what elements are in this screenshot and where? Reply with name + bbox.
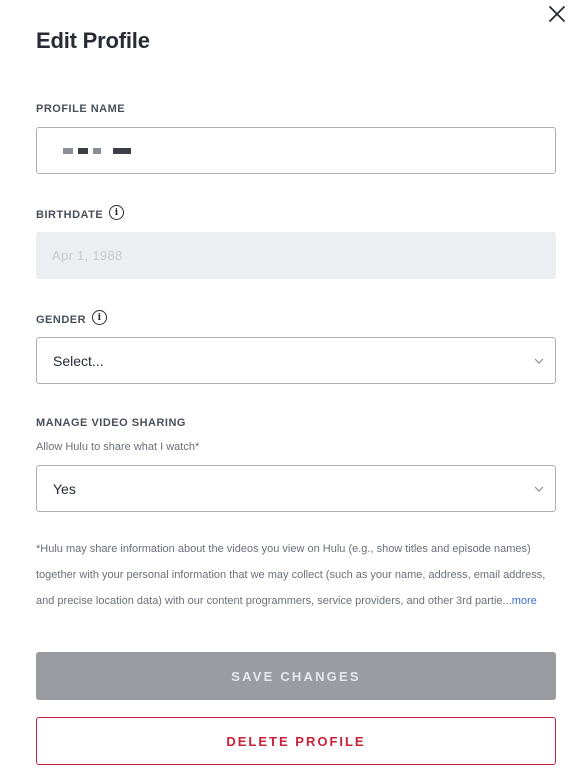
save-changes-label: SAVE CHANGES [231, 668, 361, 684]
gender-info-icon[interactable]: i [92, 310, 107, 325]
birthdate-label-text: BIRTHDATE [36, 208, 104, 221]
birthdate-label [36, 207, 124, 222]
profile-name-label [36, 103, 125, 115]
gender-label-text: GENDER [36, 313, 87, 326]
mask-segment [78, 148, 88, 154]
masked-name-value [37, 148, 136, 154]
chevron-down-icon [533, 355, 545, 367]
gender-selected-value: Select... [53, 352, 104, 369]
delete-profile-button[interactable] [36, 717, 556, 765]
close-icon [545, 2, 569, 26]
video-sharing-selected-value: Yes [53, 480, 76, 497]
video-sharing-label-text: MANAGE VIDEO SHARING [36, 417, 186, 429]
disclaimer-more-link[interactable]: more [511, 595, 537, 607]
birthdate-info-icon[interactable]: i [109, 205, 124, 220]
gender-label [36, 312, 107, 327]
gender-select[interactable] [36, 337, 556, 384]
profile-name-input[interactable] [36, 127, 556, 174]
birthdate-value: Apr 1, 1988 [52, 248, 123, 263]
profile-name-label-text: PROFILE NAME [36, 103, 126, 115]
delete-profile-label: DELETE PROFILE [226, 733, 366, 749]
birthdate-field [36, 232, 556, 279]
mask-segment [113, 148, 131, 154]
disclaimer-text: *Hulu may share information about the videos you view on Hulu (e.g., show titles and episode names) together with your personal information that we may collect (such as your name, address, email address, and precise location data) with our content programmers, service providers, and other 3rd partie... [36, 543, 546, 607]
mask-segment [63, 148, 73, 154]
dialog-title: Edit Profile [36, 28, 150, 53]
video-sharing-label [36, 417, 186, 429]
close-button[interactable] [545, 2, 569, 26]
sharing-disclaimer [36, 536, 558, 614]
video-sharing-select[interactable] [36, 465, 556, 512]
chevron-down-icon [533, 483, 545, 495]
save-changes-button[interactable] [36, 652, 556, 700]
video-sharing-sublabel: Allow Hulu to share what I watch* [36, 441, 200, 453]
mask-segment [93, 148, 101, 154]
